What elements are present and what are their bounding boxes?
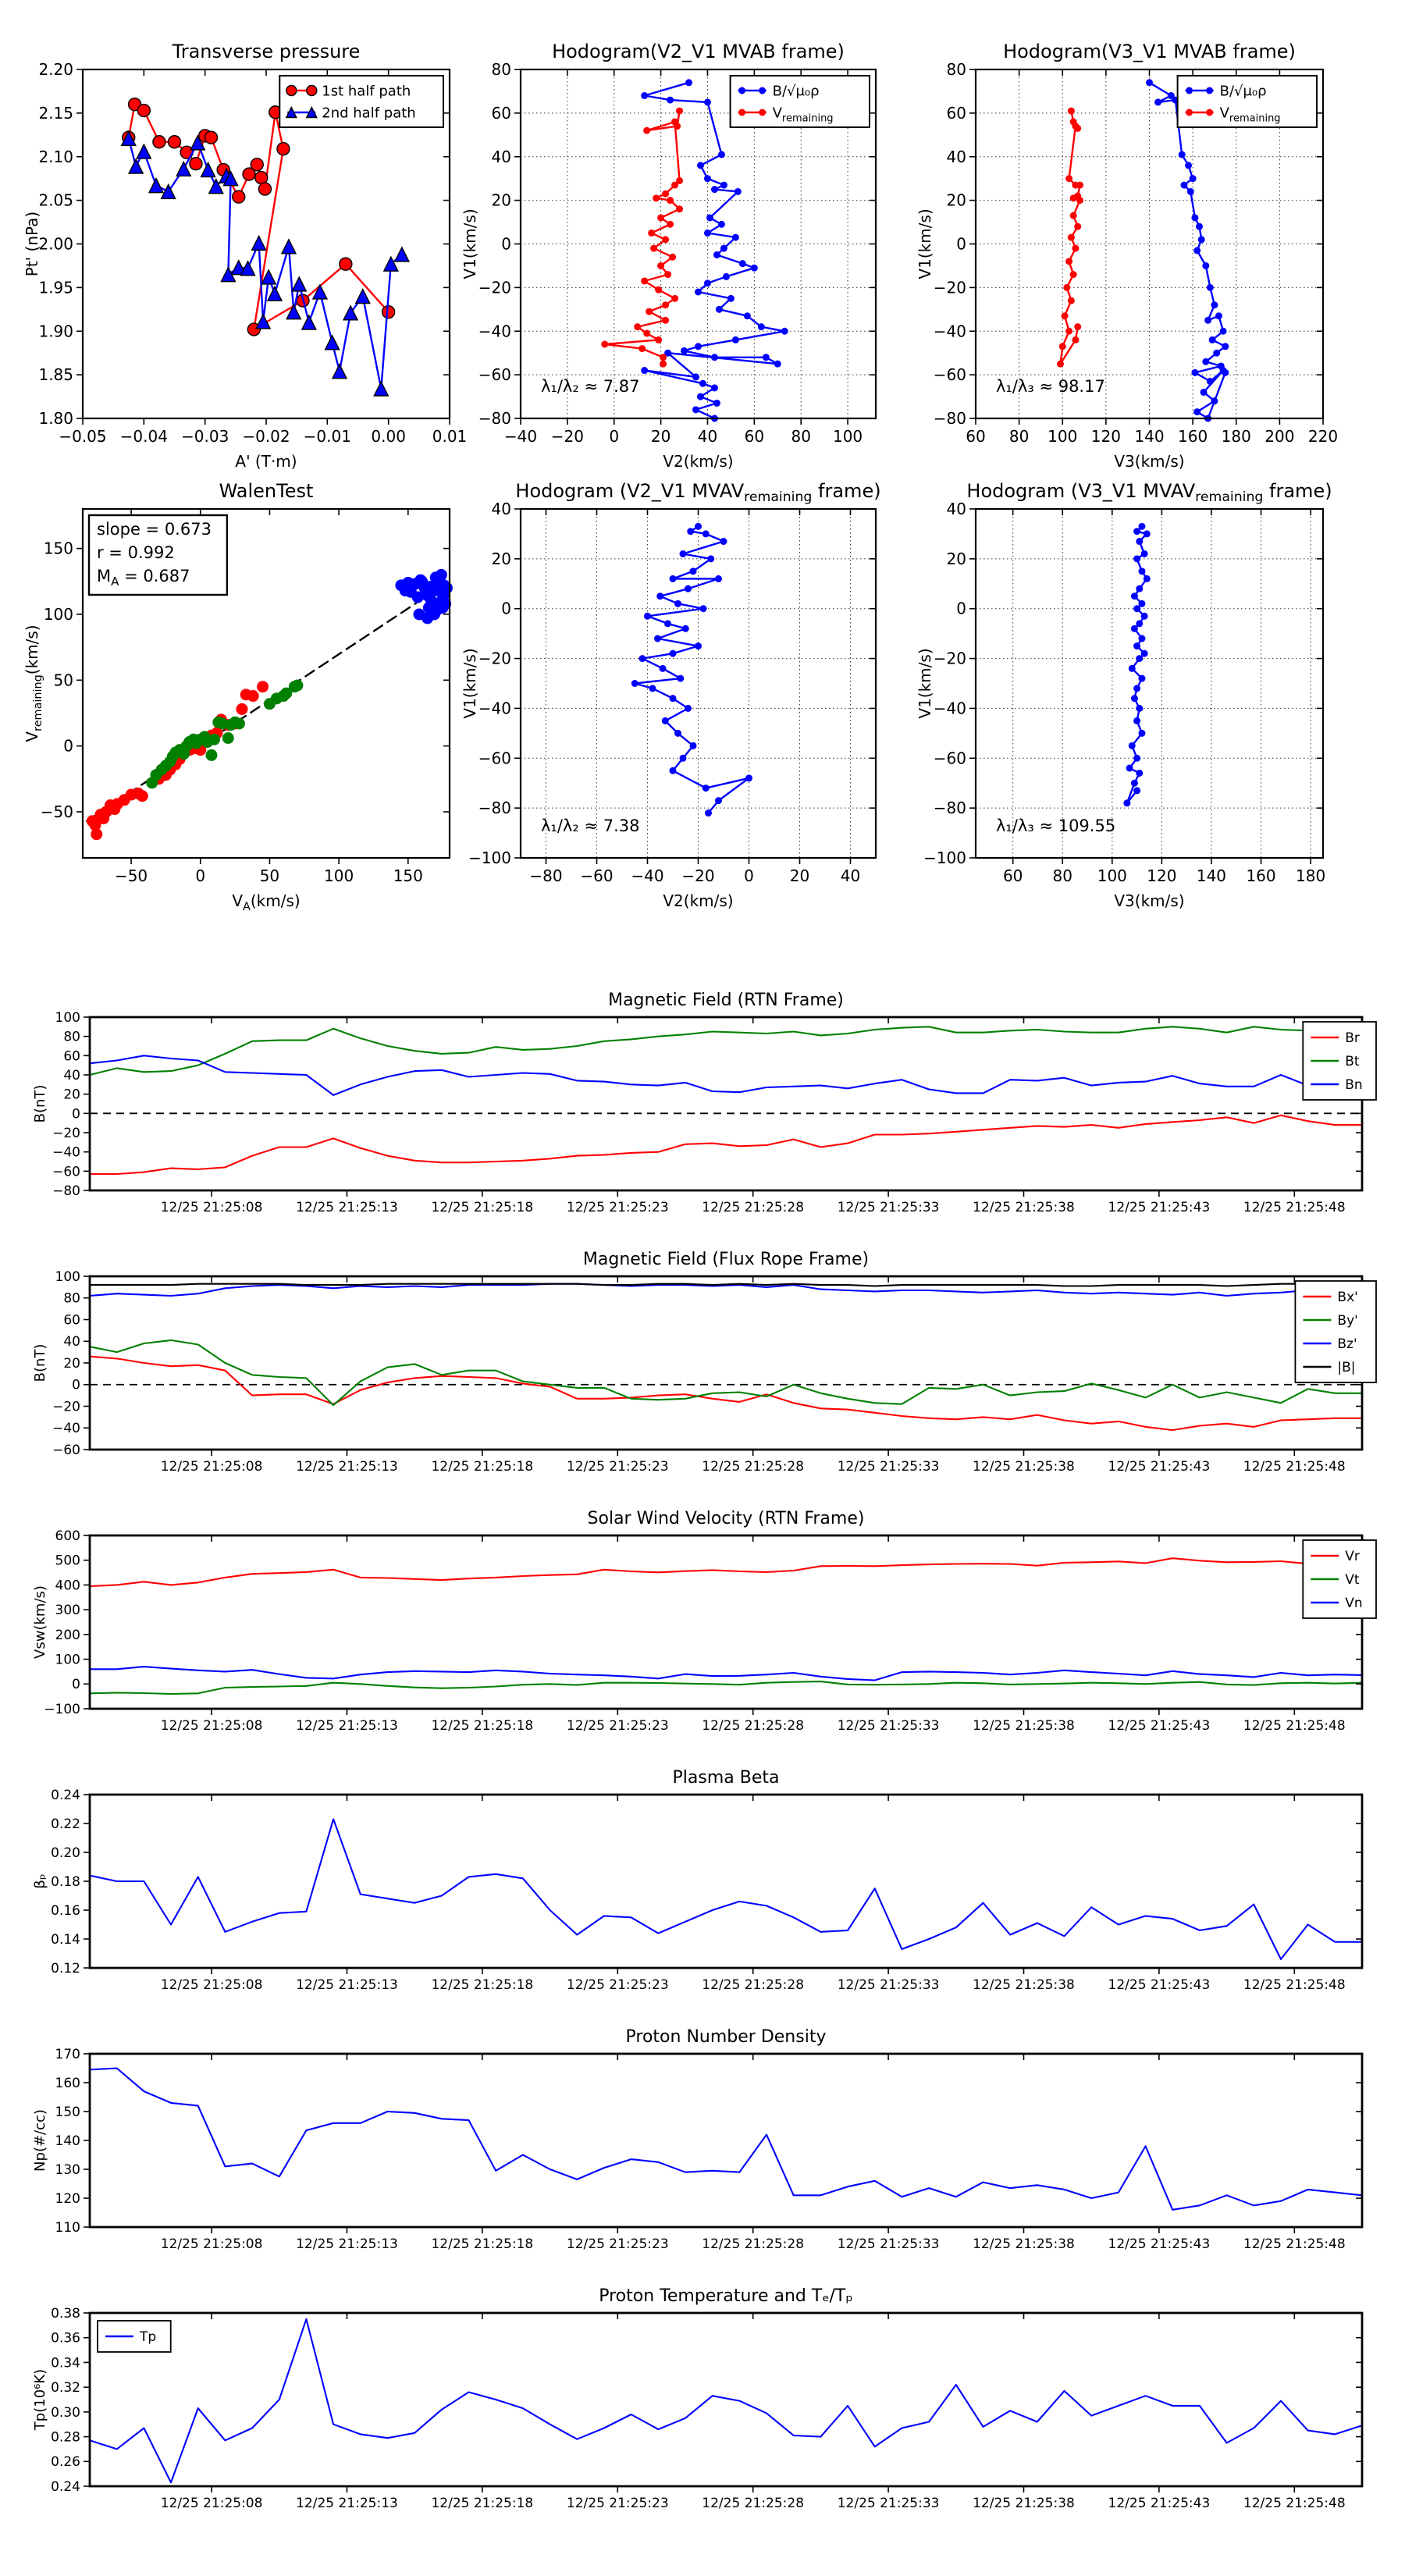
svg-text:12/25 21:25:08: 12/25 21:25:08	[160, 2236, 263, 2252]
svg-text:12/25 21:25:38: 12/25 21:25:38	[973, 1718, 1075, 1734]
svg-text:130: 130	[55, 2161, 80, 2178]
magnetic-field-rtn-chart	[0, 970, 1405, 1229]
svg-text:λ₁/λ₂ ≈ 7.87: λ₁/λ₂ ≈ 7.87	[541, 377, 640, 396]
svg-text:−60: −60	[933, 749, 966, 768]
svg-text:40: 40	[946, 147, 966, 166]
svg-text:20: 20	[650, 427, 671, 446]
svg-text:40: 40	[946, 500, 966, 518]
svg-text:−60: −60	[478, 365, 511, 385]
svg-text:Vremaining: $V_{remaining}$	[1219, 105, 1281, 125]
svg-text:V1(km/s): V1(km/s)	[916, 208, 934, 279]
svg-text:−80: −80	[478, 799, 511, 818]
svg-text:120: 120	[1090, 427, 1121, 446]
svg-text:40: 40	[840, 866, 861, 885]
svg-text:60: 60	[946, 103, 966, 123]
hodogram-v3v1-mvav-chart	[916, 455, 1405, 910]
svg-text:0: 0	[72, 1377, 80, 1393]
svg-text:λ₁/λ₃ ≈ 98.17: λ₁/λ₃ ≈ 98.17	[996, 377, 1105, 396]
svg-text:0: 0	[744, 866, 754, 885]
svg-text:−40: −40	[503, 427, 538, 446]
svg-text:MA = 0.687: $M_A = 0.687$	[97, 567, 190, 589]
svg-text:−50: −50	[114, 866, 148, 885]
svg-text:Br: Br	[1345, 1030, 1360, 1046]
svg-text:20: 20	[789, 866, 810, 885]
svg-text:150: 150	[43, 539, 73, 558]
svg-text:12/25 21:25:23: 12/25 21:25:23	[566, 1718, 669, 1734]
svg-text:−20: −20	[478, 649, 511, 668]
svg-text:−0.01: −0.01	[303, 427, 351, 446]
svg-text:0: 0	[501, 599, 511, 618]
svg-text:Vt: Vt	[1345, 1571, 1360, 1588]
svg-text:Bz': Bz'	[1337, 1336, 1357, 1352]
svg-text:Hodogram(V3_V1 MVAB frame): Hodogram(V3_V1 MVAB frame)	[1003, 41, 1296, 62]
svg-text:0: 0	[195, 866, 206, 885]
svg-text:20: 20	[491, 190, 511, 210]
svg-text:12/25 21:25:18: 12/25 21:25:18	[431, 2236, 534, 2252]
svg-text:−40: −40	[933, 322, 966, 341]
svg-text:Magnetic Field (Flux Rope Fram: Magnetic Field (Flux Rope Frame)	[582, 1250, 870, 1269]
svg-text:60: 60	[491, 103, 511, 123]
svg-text:40: 40	[63, 1067, 80, 1083]
svg-text:−50: −50	[40, 802, 73, 821]
svg-text:150: 150	[55, 2104, 80, 2120]
svg-text:50: 50	[259, 866, 280, 885]
svg-text:−0.03: −0.03	[181, 427, 229, 446]
svg-text:12/25 21:25:23: 12/25 21:25:23	[566, 1459, 669, 1475]
svg-text:Vremaining: $V_{remaining}$	[772, 105, 834, 125]
svg-text:0: 0	[609, 427, 620, 446]
svg-text:180: 180	[1221, 427, 1251, 446]
svg-text:V3(km/s): V3(km/s)	[1114, 452, 1185, 471]
svg-text:−40: −40	[52, 1144, 80, 1161]
svg-text:−60: −60	[478, 749, 511, 768]
svg-text:Proton Number Density: Proton Number Density	[625, 2027, 827, 2047]
svg-text:−80: −80	[933, 799, 966, 818]
svg-text:1.80: 1.80	[38, 409, 73, 428]
svg-text:20: 20	[946, 190, 966, 210]
svg-text:V1(km/s): V1(km/s)	[461, 648, 479, 719]
svg-text:80: 80	[491, 60, 511, 79]
svg-text:80: 80	[791, 427, 811, 446]
svg-text:12/25 21:25:38: 12/25 21:25:38	[973, 2236, 1075, 2252]
svg-text:40: 40	[491, 147, 511, 166]
hodogram-v2v1-mvab-chart	[461, 16, 937, 471]
svg-text:20: 20	[946, 549, 966, 568]
svg-text:100: 100	[1048, 427, 1078, 446]
svg-text:12/25 21:25:18: 12/25 21:25:18	[431, 1977, 534, 1993]
svg-text:V2(km/s): V2(km/s)	[663, 891, 734, 910]
svg-text:40: 40	[697, 427, 718, 446]
svg-text:−60: −60	[580, 866, 614, 885]
svg-text:Vn: Vn	[1345, 1595, 1363, 1611]
svg-text:0.01: 0.01	[432, 427, 468, 446]
svg-text:12/25 21:25:18: 12/25 21:25:18	[431, 1200, 534, 1215]
svg-text:60: 60	[63, 1048, 80, 1065]
svg-text:−0.04: −0.04	[119, 427, 168, 446]
svg-text:120: 120	[55, 2190, 80, 2207]
svg-text:0.30: 0.30	[51, 2404, 80, 2421]
svg-text:−80: −80	[529, 866, 563, 885]
plasma-beta-chart	[0, 1748, 1405, 2007]
svg-text:0.18: 0.18	[51, 1873, 80, 1890]
svg-text:12/25 21:25:48: 12/25 21:25:48	[1243, 1718, 1346, 1734]
svg-text:B(nT): B(nT)	[32, 1084, 48, 1123]
hodogram-v3v1-mvab-chart	[916, 16, 1405, 471]
svg-text:600: 600	[55, 1528, 80, 1544]
svg-text:VA(km/s): $V_A(km/s)$	[232, 891, 301, 913]
svg-text:100: 100	[55, 1268, 80, 1285]
svg-text:Transverse pressure: Transverse pressure	[172, 41, 361, 62]
svg-text:0.22: 0.22	[51, 1816, 80, 1832]
svg-text:−60: −60	[52, 1442, 80, 1458]
svg-text:2.20: 2.20	[38, 60, 73, 79]
svg-text:−100: −100	[923, 849, 966, 867]
svg-text:12/25 21:25:48: 12/25 21:25:48	[1243, 1200, 1346, 1215]
svg-text:0.14: 0.14	[51, 1931, 80, 1948]
svg-text:12/25 21:25:13: 12/25 21:25:13	[296, 1200, 398, 1215]
svg-text:0.12: 0.12	[51, 1960, 80, 1976]
svg-text:0: 0	[72, 1106, 80, 1123]
svg-text:−20: −20	[52, 1125, 80, 1141]
svg-text:160: 160	[55, 2075, 80, 2091]
svg-text:12/25 21:25:08: 12/25 21:25:08	[160, 1718, 263, 1734]
svg-text:1st half path: 1st half path	[322, 83, 411, 100]
svg-text:12/25 21:25:13: 12/25 21:25:13	[296, 1718, 398, 1734]
svg-text:12/25 21:25:33: 12/25 21:25:33	[837, 1718, 940, 1734]
svg-text:500: 500	[55, 1553, 80, 1569]
svg-text:Tp(10⁶K): Tp(10⁶K)	[32, 2368, 48, 2431]
svg-text:B(nT): B(nT)	[32, 1343, 48, 1382]
svg-text:12/25 21:25:13: 12/25 21:25:13	[296, 2496, 398, 2511]
svg-text:200: 200	[1264, 427, 1295, 446]
svg-text:12/25 21:25:18: 12/25 21:25:18	[431, 2496, 534, 2511]
transverse-pressure-chart	[0, 16, 468, 471]
svg-text:B/√μ₀ρ: B/√μ₀ρ	[772, 83, 820, 100]
svg-text:140: 140	[1134, 427, 1165, 446]
svg-text:12/25 21:25:08: 12/25 21:25:08	[160, 2496, 263, 2511]
svg-text:−20: −20	[52, 1399, 80, 1415]
svg-text:100: 100	[55, 1009, 80, 1026]
svg-text:2.05: 2.05	[38, 190, 73, 210]
svg-text:100: 100	[324, 866, 354, 885]
svg-text:−60: −60	[933, 365, 966, 385]
svg-text:12/25 21:25:33: 12/25 21:25:33	[837, 1200, 940, 1215]
svg-text:12/25 21:25:13: 12/25 21:25:13	[296, 2236, 398, 2252]
svg-text:0: 0	[63, 736, 73, 756]
svg-text:200: 200	[55, 1627, 80, 1643]
svg-text:0.26: 0.26	[51, 2454, 80, 2471]
svg-text:λ₁/λ₂ ≈ 7.38: λ₁/λ₂ ≈ 7.38	[541, 817, 640, 835]
svg-text:−80: −80	[52, 1183, 80, 1199]
svg-text:100: 100	[55, 1652, 80, 1668]
svg-text:Tp: Tp	[140, 2329, 157, 2345]
svg-text:80: 80	[63, 1290, 80, 1307]
svg-text:12/25 21:25:38: 12/25 21:25:38	[973, 2496, 1075, 2511]
svg-text:1.95: 1.95	[38, 278, 73, 297]
svg-text:100: 100	[43, 604, 73, 624]
svg-text:60: 60	[966, 427, 986, 446]
svg-text:400: 400	[55, 1578, 80, 1594]
svg-text:12/25 21:25:28: 12/25 21:25:28	[702, 1200, 805, 1215]
svg-text:12/25 21:25:28: 12/25 21:25:28	[702, 2236, 805, 2252]
svg-text:Solar Wind Velocity (RTN Frame: Solar Wind Velocity (RTN Frame)	[587, 1509, 865, 1528]
svg-text:−80: −80	[933, 409, 966, 428]
svg-text:−100: −100	[44, 1701, 80, 1717]
svg-text:0.38: 0.38	[51, 2305, 80, 2322]
svg-text:12/25 21:25:13: 12/25 21:25:13	[296, 1977, 398, 1993]
svg-text:40: 40	[491, 500, 511, 518]
svg-text:V1(km/s): V1(km/s)	[916, 648, 934, 719]
svg-text:−20: −20	[933, 278, 966, 297]
svg-text:20: 20	[491, 549, 511, 568]
svg-text:12/25 21:25:28: 12/25 21:25:28	[702, 1459, 805, 1475]
svg-text:2.00: 2.00	[38, 234, 73, 254]
svg-text:50: 50	[53, 671, 73, 690]
svg-text:160: 160	[1178, 427, 1208, 446]
svg-text:80: 80	[63, 1029, 80, 1045]
svg-text:12/25 21:25:08: 12/25 21:25:08	[160, 1977, 263, 1993]
svg-text:0: 0	[956, 234, 966, 254]
svg-text:12/25 21:25:23: 12/25 21:25:23	[566, 2496, 669, 2511]
svg-text:B/√μ₀ρ: B/√μ₀ρ	[1219, 83, 1267, 100]
svg-text:V1(km/s): V1(km/s)	[461, 208, 479, 279]
svg-text:0.28: 0.28	[51, 2429, 80, 2446]
svg-text:1.85: 1.85	[38, 365, 73, 385]
svg-text:Hodogram (V3_V1 MVAVremaining: Hodogram (V3_V1 $MVAV_{remaining}$ frame)	[966, 480, 1332, 505]
svg-text:100: 100	[1097, 866, 1127, 885]
svg-text:slope = 0.673: slope = 0.673	[97, 520, 212, 539]
svg-text:Vsw(km/s): Vsw(km/s)	[32, 1585, 48, 1659]
svg-text:−40: −40	[52, 1421, 80, 1437]
svg-text:Magnetic Field (RTN Frame): Magnetic Field (RTN Frame)	[608, 991, 844, 1010]
svg-text:−0.05: −0.05	[59, 427, 107, 446]
svg-text:60: 60	[63, 1312, 80, 1329]
svg-text:12/25 21:25:38: 12/25 21:25:38	[973, 1459, 1075, 1475]
svg-text:1.90: 1.90	[38, 322, 73, 341]
svg-text:12/25 21:25:33: 12/25 21:25:33	[837, 2496, 940, 2511]
svg-text:12/25 21:25:18: 12/25 21:25:18	[431, 1718, 534, 1734]
svg-text:−80: −80	[478, 409, 511, 428]
svg-text:|B|: |B|	[1337, 1359, 1356, 1375]
svg-text:40: 40	[63, 1334, 80, 1350]
svg-text:0.36: 0.36	[51, 2330, 80, 2347]
svg-text:Bx': Bx'	[1337, 1289, 1358, 1305]
svg-text:0: 0	[72, 1677, 80, 1693]
svg-text:Bn: Bn	[1345, 1076, 1363, 1093]
magnetic-field-fr-chart	[0, 1229, 1405, 1489]
svg-text:20: 20	[63, 1355, 80, 1372]
svg-text:−20: −20	[933, 649, 966, 668]
svg-text:180: 180	[1296, 866, 1326, 885]
svg-text:12/25 21:25:33: 12/25 21:25:33	[837, 2236, 940, 2252]
proton-temperature-chart	[0, 2266, 1405, 2525]
svg-text:12/25 21:25:38: 12/25 21:25:38	[973, 1200, 1075, 1215]
svg-text:60: 60	[1002, 866, 1023, 885]
svg-text:0: 0	[501, 234, 511, 254]
svg-text:Pt' (nPa): Pt' (nPa)	[23, 211, 41, 277]
svg-text:By': By'	[1337, 1312, 1358, 1329]
svg-text:0.32: 0.32	[51, 2380, 80, 2396]
svg-text:12/25 21:25:08: 12/25 21:25:08	[160, 1459, 263, 1475]
svg-text:2.15: 2.15	[38, 103, 73, 123]
svg-text:Np(#/cc): Np(#/cc)	[32, 2109, 48, 2172]
svg-text:12/25 21:25:43: 12/25 21:25:43	[1108, 2496, 1211, 2511]
svg-text:12/25 21:25:23: 12/25 21:25:23	[566, 1977, 669, 1993]
svg-text:12/25 21:25:08: 12/25 21:25:08	[160, 1200, 263, 1215]
svg-text:160: 160	[1246, 866, 1276, 885]
svg-text:80: 80	[1008, 427, 1030, 446]
svg-text:12/25 21:25:38: 12/25 21:25:38	[973, 1977, 1075, 1993]
svg-text:12/25 21:25:33: 12/25 21:25:33	[837, 1459, 940, 1475]
svg-text:12/25 21:25:48: 12/25 21:25:48	[1243, 2496, 1346, 2511]
svg-text:12/25 21:25:23: 12/25 21:25:23	[566, 2236, 669, 2252]
svg-text:12/25 21:25:48: 12/25 21:25:48	[1243, 2236, 1346, 2252]
svg-text:12/25 21:25:43: 12/25 21:25:43	[1108, 2236, 1211, 2252]
svg-text:12/25 21:25:28: 12/25 21:25:28	[702, 1718, 805, 1734]
solar-wind-velocity-chart	[0, 1489, 1405, 1748]
svg-text:150: 150	[393, 866, 423, 885]
svg-text:100: 100	[832, 427, 863, 446]
svg-text:60: 60	[744, 427, 765, 446]
svg-text:−40: −40	[933, 699, 966, 718]
svg-text:0.00: 0.00	[371, 427, 406, 446]
svg-text:r = 0.992: r = 0.992	[97, 543, 175, 562]
svg-text:2.10: 2.10	[38, 147, 73, 166]
svg-text:12/25 21:25:48: 12/25 21:25:48	[1243, 1977, 1346, 1993]
svg-text:0.34: 0.34	[51, 2355, 80, 2371]
svg-text:0.24: 0.24	[51, 2478, 80, 2495]
svg-text:170: 170	[55, 2046, 80, 2062]
svg-text:140: 140	[55, 2133, 80, 2149]
svg-text:V2(km/s): V2(km/s)	[663, 452, 734, 471]
walen-test-chart	[0, 455, 468, 913]
svg-text:Proton Temperature and Tₑ/Tₚ: Proton Temperature and Tₑ/Tₚ	[599, 2286, 853, 2306]
svg-text:−40: −40	[478, 322, 511, 341]
svg-text:−20: −20	[550, 427, 584, 446]
svg-text:−0.02: −0.02	[242, 427, 290, 446]
hodogram-v2v1-mvav-chart	[461, 455, 937, 910]
svg-text:Hodogram (V2_V1 MVAVremaining: Hodogram (V2_V1 $MVAV_{remaining}$ frame)	[515, 480, 881, 505]
svg-text:12/25 21:25:48: 12/25 21:25:48	[1243, 1459, 1346, 1475]
svg-text:λ₁/λ₃ ≈ 109.55: λ₁/λ₃ ≈ 109.55	[996, 817, 1116, 835]
svg-text:0.20: 0.20	[51, 1845, 80, 1861]
svg-text:−20: −20	[681, 866, 715, 885]
svg-text:80: 80	[946, 60, 966, 79]
svg-text:2nd half path: 2nd half path	[322, 105, 416, 122]
svg-text:12/25 21:25:43: 12/25 21:25:43	[1108, 1977, 1211, 1993]
svg-text:0: 0	[956, 599, 966, 618]
svg-text:12/25 21:25:33: 12/25 21:25:33	[837, 1977, 940, 1993]
svg-text:20: 20	[63, 1087, 80, 1103]
svg-text:−40: −40	[631, 866, 664, 885]
svg-text:Hodogram(V2_V1 MVAB frame): Hodogram(V2_V1 MVAB frame)	[552, 41, 845, 62]
svg-text:12/25 21:25:23: 12/25 21:25:23	[566, 1200, 669, 1215]
svg-text:WalenTest: WalenTest	[219, 480, 314, 502]
svg-text:220: 220	[1307, 427, 1339, 446]
svg-text:Vr: Vr	[1345, 1548, 1360, 1564]
svg-text:A' (T·m): A' (T·m)	[235, 452, 297, 471]
svg-text:12/25 21:25:43: 12/25 21:25:43	[1108, 1459, 1211, 1475]
svg-text:Bt: Bt	[1345, 1053, 1360, 1069]
svg-text:−20: −20	[478, 278, 511, 297]
svg-text:12/25 21:25:43: 12/25 21:25:43	[1108, 1718, 1211, 1734]
svg-text:V3(km/s): V3(km/s)	[1114, 891, 1185, 910]
svg-text:−60: −60	[52, 1164, 80, 1180]
svg-text:Plasma Beta: Plasma Beta	[672, 1768, 780, 1788]
svg-text:−40: −40	[478, 699, 511, 718]
svg-text:12/25 21:25:28: 12/25 21:25:28	[702, 2496, 805, 2511]
svg-text:12/25 21:25:13: 12/25 21:25:13	[296, 1459, 398, 1475]
svg-text:12/25 21:25:28: 12/25 21:25:28	[702, 1977, 805, 1993]
svg-text:140: 140	[1196, 866, 1227, 885]
svg-text:0.24: 0.24	[51, 1787, 80, 1803]
svg-text:110: 110	[55, 2219, 80, 2236]
svg-text:12/25 21:25:43: 12/25 21:25:43	[1108, 1200, 1211, 1215]
svg-text:80: 80	[1052, 866, 1072, 885]
proton-number-density-chart	[0, 2007, 1405, 2266]
svg-text:0.16: 0.16	[51, 1902, 80, 1919]
svg-text:300: 300	[55, 1603, 80, 1619]
svg-text:Vremaining(km/s): $V_{remaining}(km/s)$	[23, 624, 44, 742]
svg-text:120: 120	[1147, 866, 1177, 885]
svg-text:βₚ: βₚ	[32, 1873, 48, 1889]
svg-text:−100: −100	[468, 849, 511, 867]
svg-text:12/25 21:25:18: 12/25 21:25:18	[431, 1459, 534, 1475]
